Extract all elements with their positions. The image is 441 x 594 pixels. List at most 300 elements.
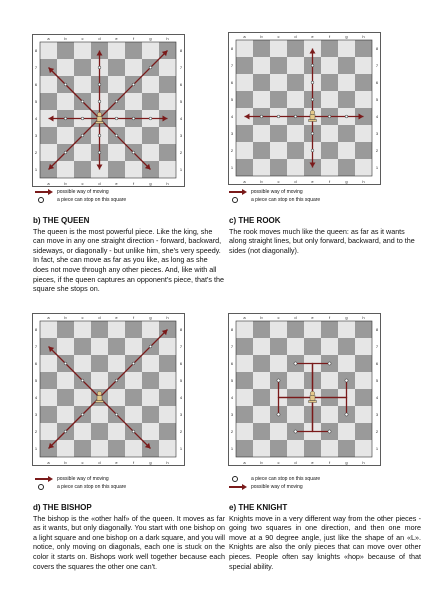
legend-stop-label: a piece can stop on this square bbox=[251, 475, 321, 482]
rank-label: 4 bbox=[179, 116, 183, 121]
file-label: a bbox=[243, 315, 246, 320]
file-label: e bbox=[115, 36, 118, 41]
rook-title: c) THE ROOK bbox=[229, 216, 281, 225]
board-square bbox=[355, 440, 372, 457]
file-label: c bbox=[81, 36, 84, 41]
board-square bbox=[270, 355, 287, 372]
rank-label: 4 bbox=[230, 114, 234, 119]
file-label: a bbox=[47, 36, 50, 41]
rank-label: 2 bbox=[179, 429, 183, 434]
bishop-board-svg bbox=[32, 313, 185, 466]
legend-move-label: possible way of moving bbox=[251, 188, 303, 195]
stop-dot bbox=[64, 83, 67, 86]
rank-label: 4 bbox=[375, 114, 379, 119]
stop-dot bbox=[98, 83, 101, 86]
board-square bbox=[270, 423, 287, 440]
board-square bbox=[304, 338, 321, 355]
file-label: h bbox=[166, 36, 169, 41]
board-square bbox=[125, 321, 142, 338]
rank-label: 7 bbox=[375, 63, 379, 68]
board-square bbox=[57, 127, 74, 144]
board-square bbox=[338, 40, 355, 57]
stop-dot bbox=[98, 151, 101, 154]
board-square bbox=[253, 40, 270, 57]
board-square bbox=[40, 355, 57, 372]
board-square bbox=[355, 389, 372, 406]
board-square bbox=[142, 93, 159, 110]
stop-dot bbox=[294, 430, 297, 433]
board-square bbox=[338, 91, 355, 108]
board-square bbox=[236, 440, 253, 457]
rank-label: 1 bbox=[34, 167, 38, 172]
board-square bbox=[125, 42, 142, 59]
rank-label: 2 bbox=[34, 150, 38, 155]
stop-dot bbox=[328, 430, 331, 433]
rank-label: 8 bbox=[179, 48, 183, 53]
board-square bbox=[142, 321, 159, 338]
board-square bbox=[287, 321, 304, 338]
board-square bbox=[355, 423, 372, 440]
board-square bbox=[236, 372, 253, 389]
board-square bbox=[321, 125, 338, 142]
rank-label: 6 bbox=[230, 80, 234, 85]
board-square bbox=[270, 57, 287, 74]
queen-board-svg bbox=[32, 34, 185, 187]
board-square bbox=[355, 355, 372, 372]
bishop-legend bbox=[35, 475, 126, 491]
rank-label: 7 bbox=[179, 344, 183, 349]
board-square bbox=[57, 321, 74, 338]
board-square bbox=[270, 91, 287, 108]
file-label: g bbox=[149, 460, 152, 465]
board-square bbox=[108, 423, 125, 440]
board-square bbox=[287, 91, 304, 108]
stop-dot-icon bbox=[229, 475, 247, 483]
queen-board bbox=[32, 34, 185, 187]
board-square bbox=[159, 355, 176, 372]
board-square bbox=[142, 76, 159, 93]
stop-dot bbox=[81, 413, 84, 416]
stop-dot bbox=[311, 98, 314, 101]
board-square bbox=[270, 321, 287, 338]
board-square bbox=[253, 372, 270, 389]
board-square bbox=[108, 440, 125, 457]
board-square bbox=[270, 338, 287, 355]
rank-label: 6 bbox=[34, 82, 38, 87]
board-square bbox=[321, 321, 338, 338]
board-square bbox=[108, 321, 125, 338]
board-square bbox=[253, 74, 270, 91]
board-square bbox=[91, 372, 108, 389]
board-square bbox=[338, 423, 355, 440]
board-square bbox=[338, 159, 355, 176]
file-label: b bbox=[64, 181, 67, 186]
rank-label: 4 bbox=[375, 395, 379, 400]
rank-label: 1 bbox=[230, 446, 234, 451]
board-square bbox=[57, 93, 74, 110]
board-square bbox=[74, 423, 91, 440]
board-square bbox=[236, 125, 253, 142]
file-label: c bbox=[277, 179, 280, 184]
arrow-icon bbox=[229, 188, 247, 196]
file-label: h bbox=[166, 181, 169, 186]
board-square bbox=[236, 355, 253, 372]
rank-label: 7 bbox=[230, 344, 234, 349]
stop-dot bbox=[328, 362, 331, 365]
board-square bbox=[321, 40, 338, 57]
board-square bbox=[91, 355, 108, 372]
arrow-icon bbox=[35, 475, 53, 483]
board-square bbox=[159, 389, 176, 406]
board-square bbox=[253, 159, 270, 176]
file-label: b bbox=[64, 460, 67, 465]
file-label: c bbox=[277, 460, 280, 465]
board-square bbox=[253, 321, 270, 338]
arrow-icon bbox=[35, 188, 53, 196]
board-square bbox=[57, 372, 74, 389]
bishop-board bbox=[32, 313, 185, 466]
stop-dot bbox=[311, 149, 314, 152]
board-square bbox=[142, 42, 159, 59]
board-square bbox=[253, 406, 270, 423]
file-label: h bbox=[166, 315, 169, 320]
board-square bbox=[125, 93, 142, 110]
board-square bbox=[321, 406, 338, 423]
board-square bbox=[91, 406, 108, 423]
rank-label: 8 bbox=[34, 327, 38, 332]
rank-label: 8 bbox=[375, 327, 379, 332]
board-square bbox=[125, 389, 142, 406]
knight-title: e) THE KNIGHT bbox=[229, 503, 288, 512]
rank-label: 4 bbox=[179, 395, 183, 400]
file-label: d bbox=[294, 460, 297, 465]
knight-board-svg bbox=[228, 313, 381, 466]
stop-dot bbox=[115, 134, 118, 137]
board-square bbox=[338, 74, 355, 91]
legend-move-label: possible way of moving bbox=[57, 188, 109, 195]
file-label: g bbox=[149, 181, 152, 186]
rook-board-svg bbox=[228, 32, 381, 185]
board-square bbox=[321, 142, 338, 159]
stop-dot bbox=[311, 81, 314, 84]
board-square bbox=[355, 91, 372, 108]
board-square bbox=[236, 159, 253, 176]
board-square bbox=[355, 142, 372, 159]
board-square bbox=[142, 372, 159, 389]
board-square bbox=[253, 57, 270, 74]
rank-label: 3 bbox=[375, 412, 379, 417]
rank-label: 5 bbox=[230, 378, 234, 383]
board-square bbox=[74, 355, 91, 372]
rank-label: 7 bbox=[179, 65, 183, 70]
rank-label: 8 bbox=[34, 48, 38, 53]
board-square bbox=[40, 42, 57, 59]
stop-dot bbox=[132, 362, 135, 365]
rank-label: 6 bbox=[230, 361, 234, 366]
board-square bbox=[236, 142, 253, 159]
bishop-text bbox=[33, 503, 225, 571]
stop-dot bbox=[98, 66, 101, 69]
rank-label: 6 bbox=[34, 361, 38, 366]
stop-dot-icon bbox=[35, 196, 53, 204]
board-square bbox=[287, 338, 304, 355]
board-square bbox=[253, 125, 270, 142]
board-square bbox=[91, 321, 108, 338]
queen-body: The queen is the most powerful piece. Like the king, she can move in any one straight direction - forward, backward, sideways, or diagonally - but unlike him, she's very speedy. In fact, she can move as far as you like, as long as she does not move through any other pieces. And, like with all pieces, if the queen captures an opponent's piece, that's the square she stops on. bbox=[33, 226, 224, 294]
board-square bbox=[253, 389, 270, 406]
stop-dot-icon bbox=[229, 196, 247, 204]
file-label: a bbox=[243, 460, 246, 465]
board-square bbox=[159, 144, 176, 161]
rank-label: 2 bbox=[179, 150, 183, 155]
stop-dot bbox=[149, 66, 152, 69]
board-square bbox=[108, 42, 125, 59]
file-label: e bbox=[311, 34, 314, 39]
file-label: g bbox=[149, 36, 152, 41]
stop-dot bbox=[64, 362, 67, 365]
board-square bbox=[270, 142, 287, 159]
file-label: f bbox=[132, 315, 135, 320]
board-square bbox=[57, 42, 74, 59]
rank-label: 5 bbox=[34, 378, 38, 383]
file-label: g bbox=[345, 315, 348, 320]
board-square bbox=[125, 338, 142, 355]
rank-label: 3 bbox=[34, 412, 38, 417]
rank-label: 3 bbox=[179, 133, 183, 138]
board-square bbox=[321, 338, 338, 355]
board-square bbox=[287, 406, 304, 423]
rook-board bbox=[228, 32, 381, 185]
board-square bbox=[321, 91, 338, 108]
board-square bbox=[253, 142, 270, 159]
board-square bbox=[236, 40, 253, 57]
file-label: b bbox=[260, 460, 263, 465]
board-square bbox=[108, 76, 125, 93]
stop-dot-icon bbox=[35, 483, 53, 491]
board-square bbox=[270, 74, 287, 91]
stop-dot bbox=[345, 413, 348, 416]
file-label: f bbox=[328, 179, 331, 184]
board-square bbox=[108, 161, 125, 178]
board-square bbox=[40, 372, 57, 389]
file-label: d bbox=[294, 315, 297, 320]
rook-text bbox=[229, 216, 421, 255]
file-label: f bbox=[132, 460, 135, 465]
rank-label: 4 bbox=[230, 395, 234, 400]
board-square bbox=[270, 40, 287, 57]
board-square bbox=[287, 74, 304, 91]
board-square bbox=[321, 159, 338, 176]
file-label: h bbox=[362, 460, 365, 465]
board-square bbox=[159, 423, 176, 440]
file-label: d bbox=[98, 181, 101, 186]
rank-label: 1 bbox=[34, 446, 38, 451]
file-label: c bbox=[277, 315, 280, 320]
board-square bbox=[270, 440, 287, 457]
board-square bbox=[74, 144, 91, 161]
file-label: c bbox=[81, 315, 84, 320]
board-square bbox=[355, 321, 372, 338]
stop-dot bbox=[149, 117, 152, 120]
file-label: d bbox=[98, 36, 101, 41]
file-label: e bbox=[311, 460, 314, 465]
rank-label: 3 bbox=[230, 131, 234, 136]
board-square bbox=[159, 406, 176, 423]
rank-label: 5 bbox=[375, 378, 379, 383]
board-square bbox=[270, 159, 287, 176]
file-label: g bbox=[345, 179, 348, 184]
board-square bbox=[125, 406, 142, 423]
board-square bbox=[159, 338, 176, 355]
rank-label: 7 bbox=[230, 63, 234, 68]
board-square bbox=[142, 406, 159, 423]
rank-label: 2 bbox=[34, 429, 38, 434]
board-square bbox=[125, 440, 142, 457]
rank-label: 5 bbox=[34, 99, 38, 104]
board-square bbox=[91, 440, 108, 457]
board-square bbox=[108, 59, 125, 76]
board-square bbox=[355, 125, 372, 142]
board-square bbox=[287, 125, 304, 142]
rank-label: 4 bbox=[34, 395, 38, 400]
rank-label: 2 bbox=[230, 429, 234, 434]
queen-legend bbox=[35, 188, 126, 204]
file-label: g bbox=[345, 34, 348, 39]
stop-dot bbox=[81, 117, 84, 120]
stop-dot bbox=[81, 100, 84, 103]
file-label: f bbox=[132, 181, 135, 186]
file-label: b bbox=[260, 34, 263, 39]
board-square bbox=[270, 125, 287, 142]
file-label: h bbox=[362, 179, 365, 184]
board-square bbox=[91, 423, 108, 440]
rank-label: 6 bbox=[375, 361, 379, 366]
board-square bbox=[287, 40, 304, 57]
board-square bbox=[253, 440, 270, 457]
stop-dot bbox=[328, 115, 331, 118]
legend-stop-label: a piece can stop on this square bbox=[57, 483, 127, 490]
board-square bbox=[338, 440, 355, 457]
rank-label: 6 bbox=[375, 80, 379, 85]
board-square bbox=[40, 423, 57, 440]
stop-dot bbox=[311, 132, 314, 135]
board-square bbox=[253, 338, 270, 355]
board-square bbox=[57, 161, 74, 178]
file-label: b bbox=[260, 179, 263, 184]
file-label: d bbox=[294, 179, 297, 184]
file-label: c bbox=[81, 181, 84, 186]
board-square bbox=[40, 144, 57, 161]
board-square bbox=[159, 440, 176, 457]
board-square bbox=[125, 372, 142, 389]
arrow-icon bbox=[229, 483, 247, 491]
legend-move-label: possible way of moving bbox=[251, 483, 303, 490]
rank-label: 1 bbox=[230, 165, 234, 170]
file-label: a bbox=[47, 460, 50, 465]
board-square bbox=[108, 389, 125, 406]
board-square bbox=[57, 59, 74, 76]
file-label: c bbox=[277, 34, 280, 39]
file-label: c bbox=[81, 460, 84, 465]
stop-dot bbox=[98, 100, 101, 103]
rank-label: 3 bbox=[34, 133, 38, 138]
stop-dot bbox=[115, 100, 118, 103]
rank-label: 8 bbox=[230, 327, 234, 332]
board-square bbox=[304, 321, 321, 338]
board-square bbox=[321, 74, 338, 91]
file-label: g bbox=[345, 460, 348, 465]
board-square bbox=[355, 338, 372, 355]
board-square bbox=[142, 423, 159, 440]
rank-label: 7 bbox=[375, 344, 379, 349]
board-square bbox=[74, 42, 91, 59]
rank-label: 2 bbox=[375, 148, 379, 153]
rank-label: 1 bbox=[179, 446, 183, 451]
board-square bbox=[142, 144, 159, 161]
board-square bbox=[321, 440, 338, 457]
board-square bbox=[40, 93, 57, 110]
rook-body: The rook moves much like the queen: as far as it wants along straight lines, but only forward, backward, and to the sides (not diagonally). bbox=[229, 226, 415, 255]
file-label: d bbox=[98, 460, 101, 465]
stop-dot bbox=[294, 362, 297, 365]
legend-stop-label: a piece can stop on this square bbox=[251, 196, 321, 203]
stop-dot bbox=[132, 430, 135, 433]
board-square bbox=[40, 406, 57, 423]
rank-label: 7 bbox=[34, 344, 38, 349]
file-label: d bbox=[98, 315, 101, 320]
stop-dot bbox=[64, 151, 67, 154]
board-square bbox=[57, 338, 74, 355]
stop-dot bbox=[132, 151, 135, 154]
stop-dot bbox=[64, 117, 67, 120]
rank-label: 2 bbox=[375, 429, 379, 434]
stop-dot bbox=[311, 64, 314, 67]
board-square bbox=[338, 57, 355, 74]
rank-label: 3 bbox=[230, 412, 234, 417]
board-square bbox=[338, 142, 355, 159]
rook-legend bbox=[229, 188, 320, 204]
file-label: e bbox=[115, 460, 118, 465]
board-square bbox=[125, 161, 142, 178]
board-square bbox=[74, 440, 91, 457]
file-label: b bbox=[64, 315, 67, 320]
board-square bbox=[159, 161, 176, 178]
board-square bbox=[355, 40, 372, 57]
board-square bbox=[57, 406, 74, 423]
rank-label: 8 bbox=[375, 46, 379, 51]
board-square bbox=[57, 389, 74, 406]
rank-label: 7 bbox=[34, 65, 38, 70]
file-label: a bbox=[47, 181, 50, 186]
file-label: f bbox=[328, 460, 331, 465]
board-square bbox=[355, 74, 372, 91]
board-square bbox=[142, 127, 159, 144]
board-square bbox=[159, 372, 176, 389]
rank-label: 8 bbox=[230, 46, 234, 51]
stop-dot bbox=[64, 430, 67, 433]
board-square bbox=[74, 161, 91, 178]
board-square bbox=[236, 406, 253, 423]
board-square bbox=[338, 338, 355, 355]
file-label: h bbox=[362, 34, 365, 39]
board-square bbox=[355, 57, 372, 74]
rank-label: 1 bbox=[375, 165, 379, 170]
stop-dot bbox=[149, 345, 152, 348]
stop-dot bbox=[260, 115, 263, 118]
board-square bbox=[74, 321, 91, 338]
rank-label: 5 bbox=[179, 99, 183, 104]
file-label: e bbox=[311, 179, 314, 184]
